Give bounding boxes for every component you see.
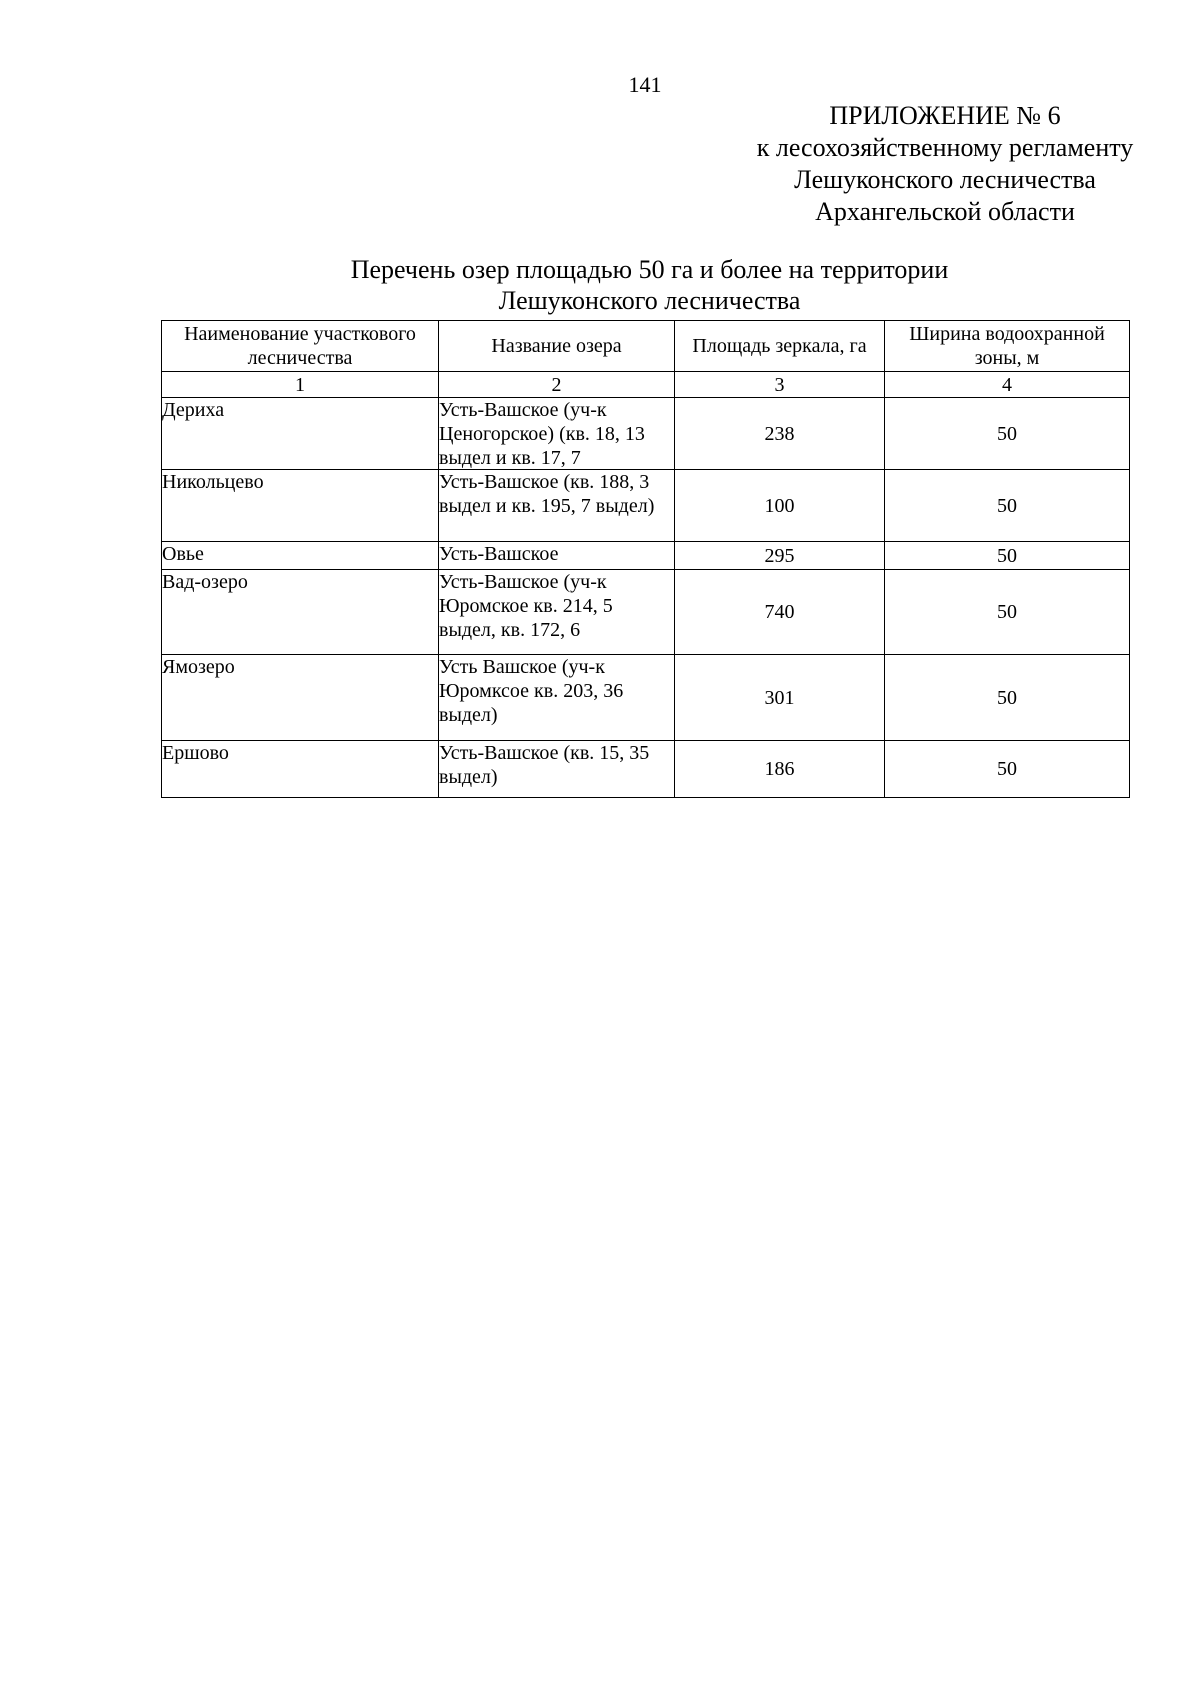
table-row bbox=[162, 741, 1130, 798]
lake-name-cell: Усть-Вашское bbox=[439, 542, 675, 570]
document-title bbox=[162, 254, 1137, 316]
lake-name-cell bbox=[439, 398, 675, 470]
area-cell: 740 bbox=[675, 570, 885, 655]
lake-name-text: Усть-Вашское (кв. 188, 3 выдел и кв. 195, 7 выдел) bbox=[439, 471, 655, 517]
lakes-table bbox=[161, 320, 1130, 798]
lake-name-cell bbox=[439, 470, 675, 542]
zone-cell: 50 bbox=[885, 570, 1130, 655]
forestry-cell: Ершово bbox=[162, 741, 439, 798]
table-column-numbers-row bbox=[162, 372, 1130, 398]
forestry-cell: Дериха bbox=[162, 398, 439, 470]
appendix-region-line: Архангельской области bbox=[815, 197, 1075, 226]
header-protection-zone-width: Ширина водоохранной зоны, м bbox=[885, 321, 1130, 372]
zone-cell: 50 bbox=[885, 470, 1130, 542]
forestry-cell: Никольцево bbox=[162, 470, 439, 542]
title-line-2: Лешуконского лесничества bbox=[498, 286, 801, 315]
title-line-1: Перечень озер площадью 50 га и более на территории bbox=[350, 255, 949, 284]
lake-name-cell: Усть-Вашское (кв. 15, 35 выдел) bbox=[439, 741, 675, 798]
table-row bbox=[162, 470, 1130, 542]
zone-cell: 50 bbox=[885, 398, 1130, 470]
table-row bbox=[162, 398, 1130, 470]
zone-cell: 50 bbox=[885, 741, 1130, 798]
forestry-cell: Вад-озеро bbox=[162, 570, 439, 655]
zone-cell: 50 bbox=[885, 655, 1130, 741]
table-header-row bbox=[162, 321, 1130, 372]
area-cell: 100 bbox=[675, 470, 885, 542]
lake-name-cell bbox=[439, 570, 675, 655]
page-number: 141 bbox=[628, 72, 662, 97]
table-row bbox=[162, 542, 1130, 570]
column-number: 2 bbox=[439, 372, 675, 398]
column-number: 4 bbox=[885, 372, 1130, 398]
area-cell: 295 bbox=[675, 542, 885, 570]
table-row bbox=[162, 570, 1130, 655]
forestry-cell: Ямозеро bbox=[162, 655, 439, 741]
lake-name-text: Усть-Вашское (уч-к Юромское кв. 214, 5 выдел, кв. 172, 6 bbox=[439, 571, 613, 641]
header-mirror-area: Площадь зеркала, га bbox=[675, 321, 885, 372]
header-forestry: Наименование участкового лесничества bbox=[162, 321, 439, 372]
area-cell: 301 bbox=[675, 655, 885, 741]
appendix-regulation-line: к лесохозяйственному регламенту bbox=[756, 133, 1134, 162]
forestry-cell: Овье bbox=[162, 542, 439, 570]
column-number: 1 bbox=[162, 372, 439, 398]
appendix-forestry-line: Лешуконского лесничества bbox=[794, 165, 1096, 194]
zone-cell: 50 bbox=[885, 542, 1130, 570]
header-lake-name: Название озера bbox=[439, 321, 675, 372]
table-row bbox=[162, 655, 1130, 741]
appendix-number: ПРИЛОЖЕНИЕ № 6 bbox=[829, 101, 1061, 130]
lake-name-cell: Усть Вашское (уч-к Юромксое кв. 203, 36 выдел) bbox=[439, 655, 675, 741]
lake-name-text: Усть-Вашское (уч-к Ценогорское) (кв. 18, 13 выдел и кв. 17, 7 bbox=[439, 399, 645, 468]
area-cell: 186 bbox=[675, 741, 885, 798]
column-number: 3 bbox=[675, 372, 885, 398]
area-cell: 238 bbox=[675, 398, 885, 470]
appendix-heading bbox=[640, 100, 1200, 228]
